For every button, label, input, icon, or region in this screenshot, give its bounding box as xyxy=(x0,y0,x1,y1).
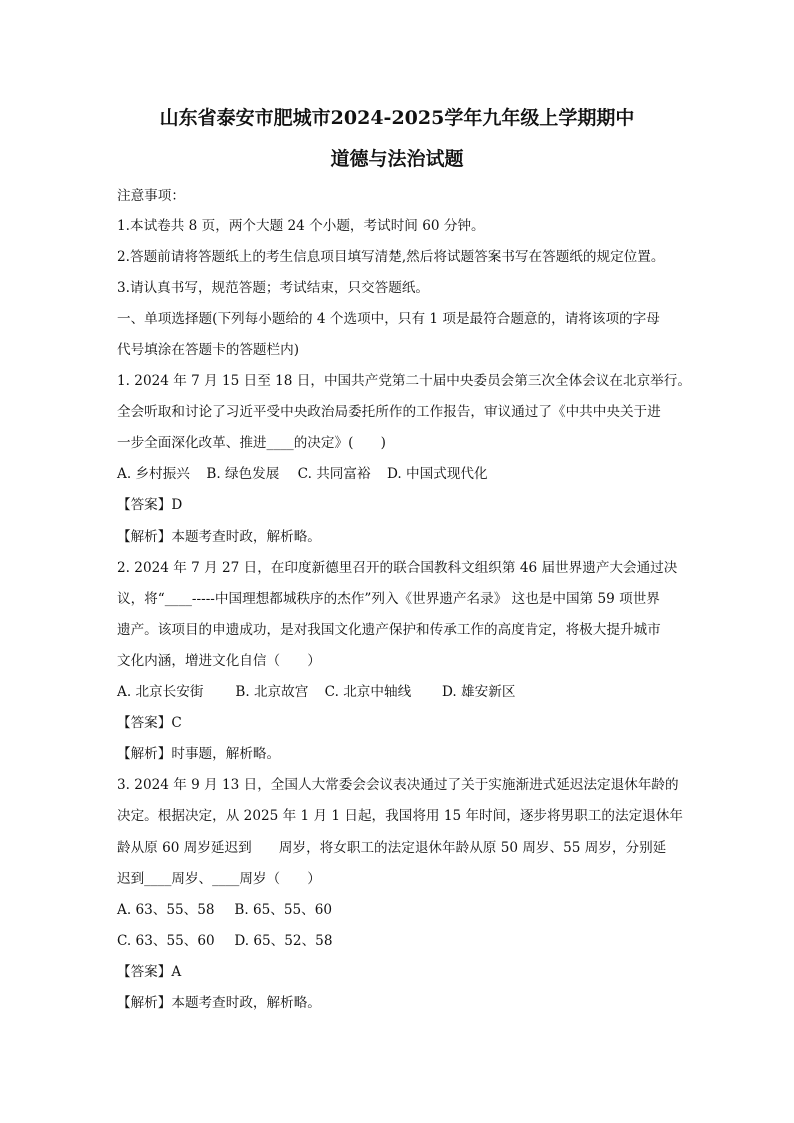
question-1-analysis: 【解析】本题考查时政，解析略。 xyxy=(117,529,321,545)
question-1-stem: 全会听取和讨论了习近平受中央政治局委托所作的工作报告，审议通过了《中共中央关于进 xyxy=(117,404,661,420)
question-1-stem: 1. 2024 年 7 月 15 日至 18 日，中国共产党第二十届中央委员会第三次全体会议在北京举行。 xyxy=(117,373,691,389)
option-b: B. 北京故宫 xyxy=(235,684,309,700)
exam-title-line1: 山东省泰安市肥城市2024-2025学年九年级上学期期中 xyxy=(159,107,635,129)
notice-item: 1.本试卷共 8 页，两个大题 24 个小题，考试时间 60 分钟。 xyxy=(117,218,485,234)
notice-item: 3.请认真书写，规范答题；考试结束，只交答题纸。 xyxy=(117,280,430,296)
option-b: B. 绿色发展 xyxy=(206,466,280,482)
question-1-answer: 【答案】D xyxy=(117,497,183,513)
question-2-stem: 遗产。该项目的申遗成功，是对我国文化遗产保护和传承工作的高度肯定，将极大提升城市 xyxy=(117,622,661,638)
question-3-answer: 【答案】A xyxy=(117,964,182,980)
option-c: C. 63、55、60 xyxy=(117,933,215,949)
question-3-options-row2 xyxy=(117,931,332,951)
question-3-analysis: 【解析】本题考查时政，解析略。 xyxy=(117,995,321,1011)
question-2-stem: 文化内涵，增进文化自信（ ） xyxy=(117,653,321,669)
question-3-stem: 龄从原 60 周岁延迟到 周岁，将女职工的法定退休年龄从原 50 周岁、55 周岁，分别延 xyxy=(117,840,667,856)
question-2-stem: 议，将“____-----中国理想都城秩序的杰作”列入《世界遗产名录》 这也是中国第 59 项世界 xyxy=(117,591,660,607)
question-2-answer: 【答案】C xyxy=(117,715,182,731)
question-2-stem: 2. 2024 年 7 月 27 日，在印度新德里召开的联合国教科文组织第 46 届世界遗产大会通过决 xyxy=(117,560,678,576)
question-1-options xyxy=(117,464,488,484)
question-3-options-row1 xyxy=(117,900,332,920)
question-1-stem: 一步全面深化改革、推进____的决定》( ) xyxy=(117,435,386,451)
question-3-stem: 迟到____周岁、____周岁（ ） xyxy=(117,871,321,887)
question-2-analysis: 【解析】时事题，解析略。 xyxy=(117,746,281,762)
option-d: D. 中国式现代化 xyxy=(386,466,488,482)
option-d: D. 雄安新区 xyxy=(441,684,516,700)
option-a: A. 乡村振兴 xyxy=(117,466,190,482)
section-heading: 一、单项选择题(下列每小题给的 4 个选项中，只有 1 项是最符合题意的，请将该项的字母 xyxy=(117,311,660,327)
question-2-options xyxy=(117,682,515,702)
notice-heading: 注意事项： xyxy=(117,188,185,204)
notice-item: 2.答题前请将答题纸上的考生信息项目填写清楚,然后将试题答案书写在答题纸的规定位置。 xyxy=(117,249,665,265)
option-c: C. 共同富裕 xyxy=(297,466,371,482)
option-a: A. 北京长安街 xyxy=(117,684,204,700)
question-3-stem: 3. 2024 年 9 月 13 日，全国人大常委会会议表决通过了关于实施渐进式延迟法定退休年龄的 xyxy=(117,777,679,793)
option-b: B. 65、55、60 xyxy=(234,902,333,918)
option-d: D. 65、52、58 xyxy=(234,933,333,949)
option-a: A. 63、55、58 xyxy=(117,902,215,918)
exam-title-line2: 道德与法治试题 xyxy=(330,148,464,170)
section-heading-cont: 代号填涂在答题卡的答题栏内) xyxy=(117,342,300,358)
question-3-stem: 决定。根据决定，从 2025 年 1 月 1 日起，我国将用 15 年时间，逐步将男职工的法定退休年 xyxy=(117,808,683,824)
option-c: C. 北京中轴线 xyxy=(324,684,412,700)
